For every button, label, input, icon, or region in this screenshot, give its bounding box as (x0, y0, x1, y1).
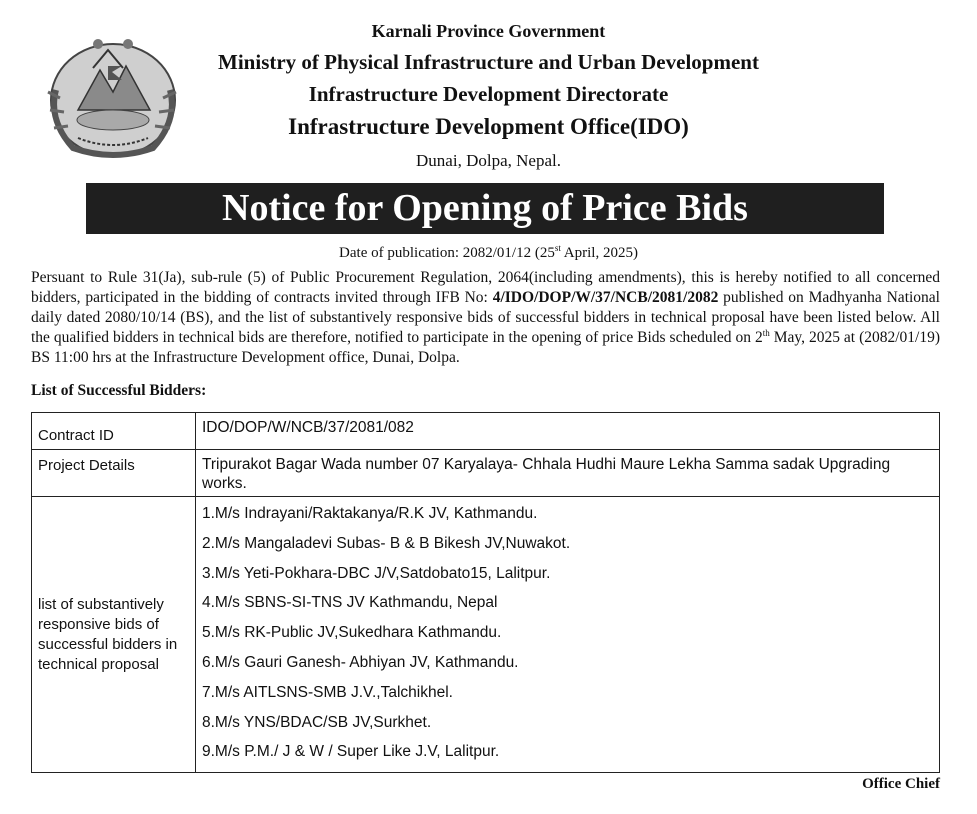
project-details-value: Tripurakot Bagar Wada number 07 Karyalaya- Chhala Hudhi Maure Lekha Samma sadak Upgrading works. (202, 456, 891, 492)
list-item: 2.M/s Mangaladevi Subas- B & B Bikesh JV,Nuwakot. (202, 534, 571, 552)
bidders-list (196, 497, 939, 772)
list-heading: List of Successful Bidders: (31, 382, 207, 399)
bidders-label: list of substantively responsive bids of successful bidders in technical proposal (32, 497, 196, 772)
directorate-heading: Infrastructure Development Directorate (308, 82, 669, 106)
table-row (32, 413, 939, 450)
list-item: 9.M/s P.M./ J & W / Super Like J.V, Lalitpur. (202, 743, 500, 761)
ministry-heading: Ministry of Physical Infrastructure and Urban Development (218, 50, 759, 74)
province-heading: Karnali Province Government (371, 21, 606, 41)
list-item: 7.M/s AITLSNS-SMB J.V.,Talchikhel. (202, 683, 453, 701)
list-item: 4.M/s SBNS-SI-TNS JV Kathmandu, Nepal (202, 594, 498, 612)
office-address: Dunai, Dolpa, Nepal. (416, 151, 561, 170)
signoff: Office Chief (862, 776, 940, 792)
notice-title: Notice for Opening of Price Bids (86, 183, 884, 234)
list-item: 8.M/s YNS/BDAC/SB JV,Surkhet. (202, 713, 432, 731)
table-row (32, 497, 939, 772)
project-details-label: Project Details (32, 450, 196, 496)
contract-id-value: IDO/DOP/W/NCB/37/2081/082 (202, 419, 414, 436)
bidders-table (31, 412, 940, 773)
notice-body: Persuant to Rule 31(Ja), sub-rule (5) of Public Procurement Regulation, 2064(including amendments), this is hereby notified to all concerned bidders, participated in the bidding of contracts invited through IFB No: 4/IDO/DOP/W/37/NCB/2081/2082 published on Madhyanha National daily dated 2080/10/14 (BS), and the list of substantively responsive bids of successful bidders in technical proposal have been listed below. All the qualified bidders in technical bids are therefore, notified to participate in the opening of price Bids scheduled on 2th May, 2025 at (2082/01/19) BS 11:00 hrs at the Infrastructure Development office, Dunai, Dolpa. (31, 269, 941, 366)
list-item: 6.M/s Gauri Ganesh- Abhiyan JV, Kathmandu. (202, 653, 519, 671)
list-item: 1.M/s Indrayani/Raktakanya/R.K JV, Kathmandu. (202, 505, 538, 522)
table-row (32, 450, 939, 497)
contract-id-label: Contract ID (32, 413, 196, 449)
ifb-number: 4/IDO/DOP/W/37/NCB/2081/2082 (492, 289, 719, 306)
list-item: 3.M/s Yeti-Pokhara-DBC J/V,Satdobato15, Lalitpur. (202, 564, 551, 582)
publication-date: Date of publication: 2082/01/12 (25st April, 2025) (339, 243, 638, 261)
list-item: 5.M/s RK-Public JV,Sukedhara Kathmandu. (202, 624, 502, 642)
office-heading: Infrastructure Development Office(IDO) (288, 114, 689, 139)
